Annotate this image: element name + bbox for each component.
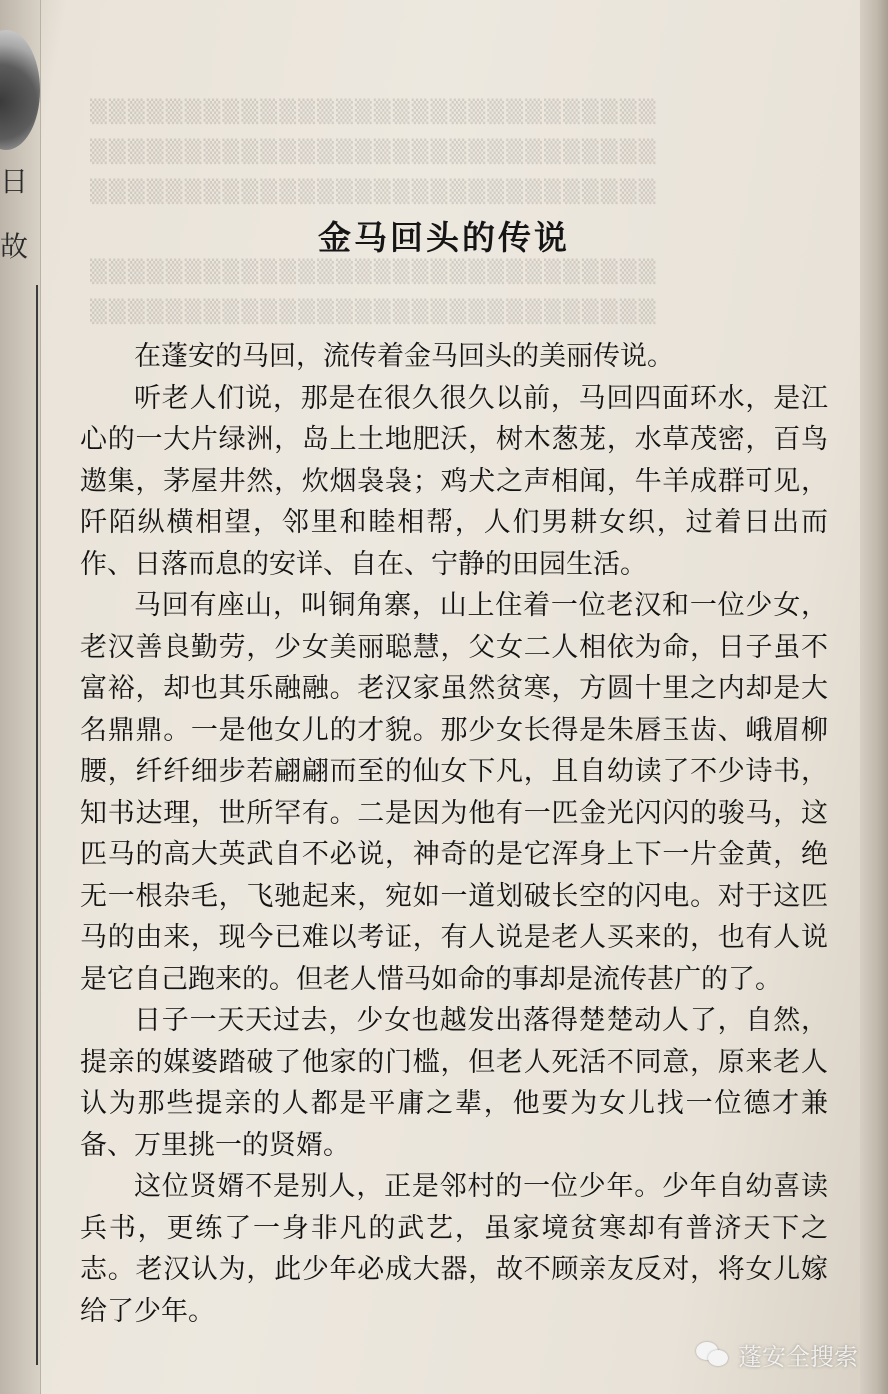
watermark	[696, 1336, 858, 1372]
left-frame-line	[2, 285, 38, 1365]
paragraph: 在蓬安的马回，流传着金马回头的美丽传说。	[134, 341, 674, 372]
bleed-through-texture: ▒▒▒▒▒▒▒▒▒▒▒▒▒▒▒▒▒▒▒▒▒▒▒▒▒▒▒▒▒▒	[90, 180, 658, 205]
wechat-icon	[696, 1340, 730, 1368]
left-margin-char: 故	[0, 230, 29, 263]
thumbnail-photo	[0, 30, 40, 150]
previous-page-edge	[0, 0, 41, 1394]
left-margin-char: 日	[0, 165, 29, 198]
article-title: 金马回头的传说	[318, 218, 570, 257]
paragraph: 这位贤婿不是别人，正是邻村的一位少年。少年自幼喜读兵书，更练了一身非凡的武艺，虽家境贫寒却有普济天下之志。老汉认为，此少年必成大器，故不顾亲友反对，将女儿嫁给了少年。	[80, 1171, 828, 1327]
paragraph: 马回有座山，叫铜角寨，山上住着一位老汉和一位少女，老汉善良勤劳，少女美丽聪慧，父女二人相依为命，日子虽不富裕，却也其乐融融。老汉家虽然贫寒，方圆十里之内却是大名鼎鼎。一是他女儿的才貌。那少女长得是朱唇玉齿、峨眉柳腰，纤纤细步若翩翩而至的仙女下凡，且自幼读了不少诗书，知书达理，世所罕有。二是因为他有一匹金光闪闪的骏马，这匹马的高大英武自不必说，神奇的是它浑身上下一片金黄，绝无一根杂毛，飞驰起来，宛如一道划破长空的闪电。对于这匹马的由来，现今已难以考证，有人说是老人买来的，也有人说是它自己跑来的。但老人惜马如命的事却是流传甚广的了。	[80, 590, 828, 995]
page-edge-shadow	[860, 0, 888, 1394]
paragraph: 听老人们说，那是在很久很久以前，马回四面环水，是江心的一大片绿洲，岛上土地肥沃，树木葱茏，水草茂密，百鸟遨集，茅屋井然，炊烟袅袅；鸡犬之声相闻，牛羊成群可见，阡陌纵横相望，邻里和睦相帮，人们男耕女织，过着日出而作、日落而息的安详、自在、宁静的田园生活。	[80, 382, 828, 580]
bleed-through-texture: ▒▒▒▒▒▒▒▒▒▒▒▒▒▒▒▒▒▒▒▒▒▒▒▒▒▒▒▒▒▒	[90, 300, 658, 325]
watermark-text: 蓬安全搜索	[738, 1342, 858, 1371]
bleed-through-texture: ▒▒▒▒▒▒▒▒▒▒▒▒▒▒▒▒▒▒▒▒▒▒▒▒▒▒▒▒▒▒	[90, 260, 658, 285]
bleed-through-texture: ▒▒▒▒▒▒▒▒▒▒▒▒▒▒▒▒▒▒▒▒▒▒▒▒▒▒▒▒▒▒	[90, 140, 658, 165]
bleed-through-texture: ▒▒▒▒▒▒▒▒▒▒▒▒▒▒▒▒▒▒▒▒▒▒▒▒▒▒▒▒▒▒	[90, 100, 658, 125]
article-body	[80, 336, 828, 1332]
paragraph: 日子一天天过去，少女也越发出落得楚楚动人了，自然，提亲的媒婆踏破了他家的门槛，但老人死活不同意，原来老人认为那些提亲的人都是平庸之辈，他要为女儿找一位德才兼备、万里挑一的贤婿。	[80, 1005, 828, 1161]
